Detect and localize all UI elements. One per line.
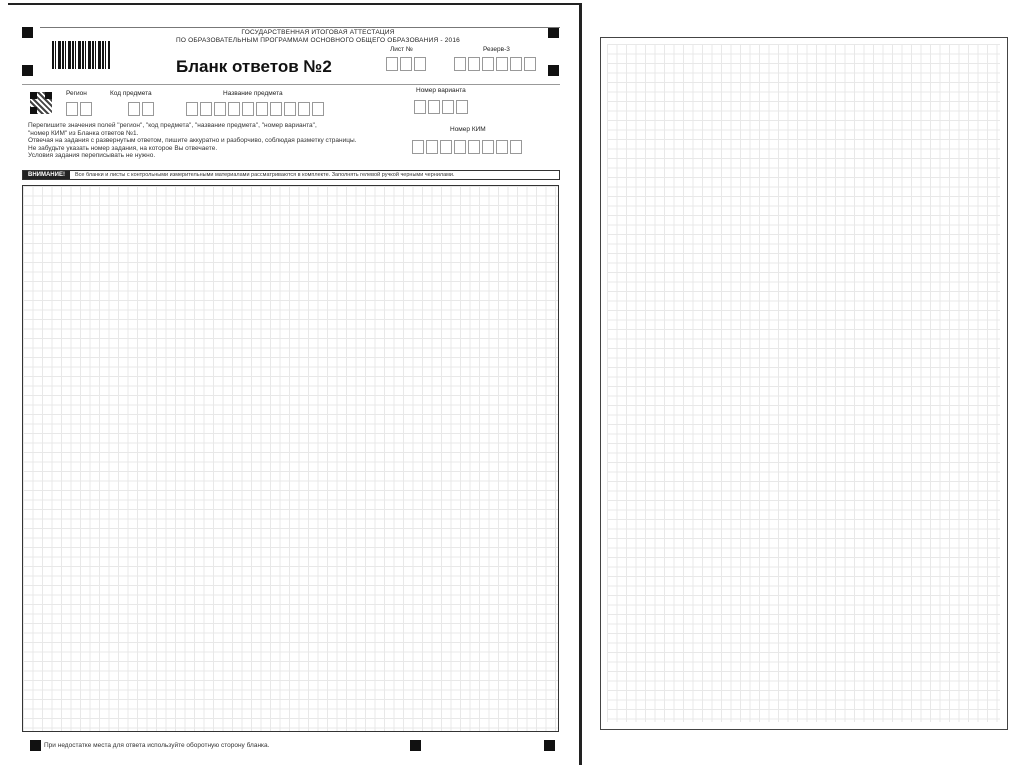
barcode bbox=[52, 41, 110, 69]
subject-name-cell[interactable] bbox=[228, 102, 240, 116]
instruction-line: Не забудьте указать номер задания, на которое Вы отвечаете. bbox=[28, 144, 218, 152]
exam-title-line1: ГОСУДАРСТВЕННАЯ ИТОГОВАЯ АТТЕСТАЦИЯ bbox=[241, 29, 395, 36]
kim-number-cells[interactable] bbox=[412, 140, 522, 154]
alignment-marker-bottom-center bbox=[410, 740, 421, 751]
region-cell[interactable] bbox=[66, 102, 78, 116]
reserve-cell[interactable] bbox=[482, 57, 494, 71]
subject-code-cell[interactable] bbox=[128, 102, 140, 116]
kim-number-cell[interactable] bbox=[496, 140, 508, 154]
sheet-number-label: Лист № bbox=[390, 46, 413, 53]
variant-number-cell[interactable] bbox=[442, 100, 454, 114]
variant-number-label: Номер варианта bbox=[416, 87, 466, 94]
subject-code-label: Код предмета bbox=[110, 90, 152, 97]
reserve-cell[interactable] bbox=[468, 57, 480, 71]
kim-number-label: Номер КИМ bbox=[450, 126, 486, 133]
instruction-line: "номер КИМ" из Бланка ответов №1. bbox=[28, 129, 139, 137]
subject-name-cell[interactable] bbox=[284, 102, 296, 116]
attention-bar bbox=[22, 170, 560, 180]
subject-name-cells[interactable] bbox=[186, 102, 324, 116]
kim-number-cell[interactable] bbox=[440, 140, 452, 154]
sheet-number-cell[interactable] bbox=[400, 57, 412, 71]
subject-name-cell[interactable] bbox=[200, 102, 212, 116]
exam-title-line2: ПО ОБРАЗОВАТЕЛЬНЫМ ПРОГРАММАМ ОСНОВНОГО ОБЩЕГО ОБРАЗОВАНИЯ - 2016 bbox=[176, 37, 460, 44]
kim-number-cell[interactable] bbox=[412, 140, 424, 154]
instruction-line: Перепишите значения полей "регион", "код предмета", "название предмета", "номер варианта", bbox=[28, 122, 317, 129]
alignment-marker-top-left bbox=[22, 27, 33, 38]
attention-text: Все бланки и листы с контрольными измерительными материалами рассматриваются в комплекте. Заполнять гелевой ручкой черными чернилами. bbox=[74, 172, 455, 178]
region-cell[interactable] bbox=[80, 102, 92, 116]
form-title: Бланк ответов №2 bbox=[176, 57, 332, 76]
reserve-cell[interactable] bbox=[454, 57, 466, 71]
sheet-number-cell[interactable] bbox=[414, 57, 426, 71]
answer-form-back bbox=[600, 37, 1008, 730]
kim-number-cell[interactable] bbox=[426, 140, 438, 154]
answer-grid[interactable] bbox=[22, 185, 559, 732]
subject-name-cell[interactable] bbox=[186, 102, 198, 116]
reserve-cell[interactable] bbox=[510, 57, 522, 71]
subject-code-cell[interactable] bbox=[142, 102, 154, 116]
kim-number-cell[interactable] bbox=[454, 140, 466, 154]
kim-number-cell[interactable] bbox=[482, 140, 494, 154]
subject-name-label: Название предмета bbox=[223, 90, 283, 97]
variant-number-cells[interactable] bbox=[414, 100, 468, 114]
answer-form-front bbox=[8, 3, 582, 765]
sheet-number-cell[interactable] bbox=[386, 57, 398, 71]
alignment-marker-bottom-left bbox=[30, 740, 41, 751]
reserve-cells[interactable] bbox=[454, 57, 536, 71]
kim-number-cell[interactable] bbox=[510, 140, 522, 154]
footer-note: При недостатке места для ответа используйте оборотную сторону бланка. bbox=[44, 742, 270, 749]
instruction-line: Условия задания переписывать не нужно. bbox=[28, 152, 156, 159]
instruction-line: Отвечая на задания с развернутым ответом, пишите аккуратно и разборчиво, соблюдая разметку страницы. bbox=[28, 137, 357, 144]
reserve-cell[interactable] bbox=[496, 57, 508, 71]
kim-number-cell[interactable] bbox=[468, 140, 480, 154]
region-label: Регион bbox=[66, 90, 87, 97]
subject-name-cell[interactable] bbox=[214, 102, 226, 116]
alignment-marker-mid-left bbox=[22, 65, 33, 76]
attention-label: ВНИМАНИЕ! bbox=[23, 171, 70, 179]
subject-name-cell[interactable] bbox=[242, 102, 254, 116]
subject-name-cell[interactable] bbox=[298, 102, 310, 116]
sheet-number-cells[interactable] bbox=[386, 57, 426, 71]
reserve-cell[interactable] bbox=[524, 57, 536, 71]
variant-number-cell[interactable] bbox=[428, 100, 440, 114]
variant-number-cell[interactable] bbox=[414, 100, 426, 114]
alignment-marker-bottom-right bbox=[544, 740, 555, 751]
instructions bbox=[28, 122, 413, 160]
subject-code-cells[interactable] bbox=[128, 102, 154, 116]
answer-grid-back[interactable] bbox=[607, 44, 1000, 722]
subject-name-cell[interactable] bbox=[270, 102, 282, 116]
region-cells[interactable] bbox=[66, 102, 92, 116]
variant-number-cell[interactable] bbox=[456, 100, 468, 114]
subject-name-cell[interactable] bbox=[312, 102, 324, 116]
qr-code bbox=[30, 92, 52, 114]
reserve-label: Резерв-3 bbox=[483, 46, 510, 53]
subject-name-cell[interactable] bbox=[256, 102, 268, 116]
